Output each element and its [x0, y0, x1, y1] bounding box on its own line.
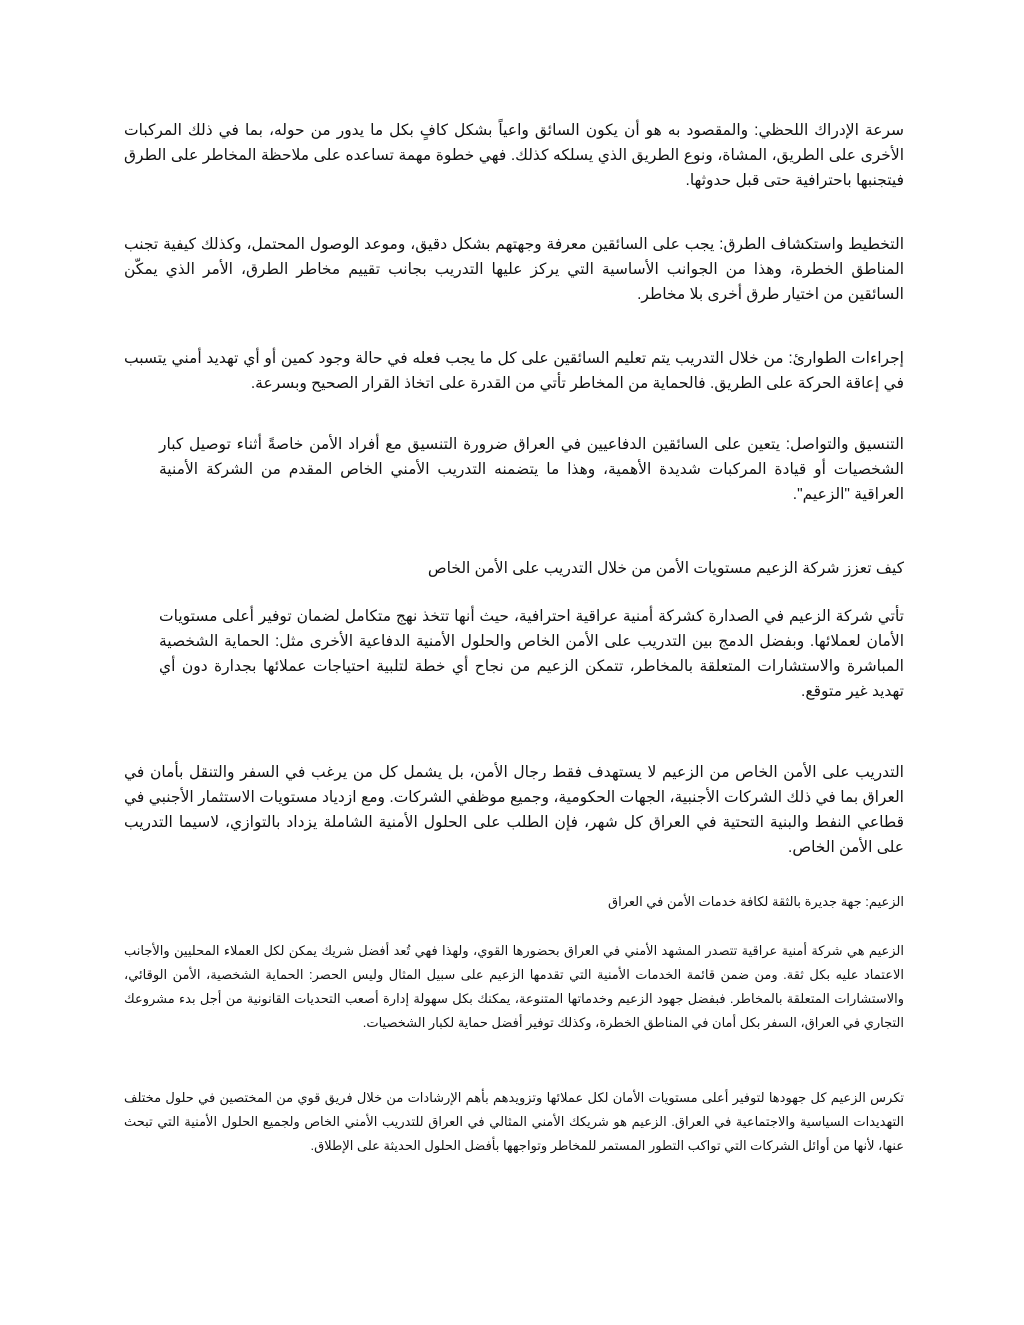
- section-heading-trusted: الزعيم: جهة جديرة بالثقة لكافة خدمات الأمن في العراق: [607, 894, 904, 909]
- paragraph-alzaeem-leadership: تأتي شركة الزعيم في الصدارة كشركة أمنية عراقية احترافية، حيث أنها تتخذ نهج متكامل لضمان توفير أعلى مستويات الأمان لعملائها. وبفضل الدمج بين التدريب على الأمن الخاص والحلول الأمنية الدفاعية الأخرى مثل: الحماية الشخصية المباشرة والاستشارات المتعلقة بالمخاطر، تتمكن الزعيم من نجاح أي خطة لتلبية احتياجات عملائها بجدارة دون أي تهديد غير متوقع.: [159, 608, 904, 700]
- paragraph-alzaeem-services: الزعيم هي شركة أمنية عراقية تتصدر المشهد الأمني في العراق بحضورها القوي، ولهذا فهي تُعد أفضل شريك يمكن لكل العملاء المحليين والأجانب الاعتماد عليه بكل ثقة. ومن ضمن قائمة الخدمات الأمنية التي تقدمها الزعيم على سبيل المثال وليس الحصر: الحماية الشخصية، الأمن الوقائي، والاستشارات المتعلقة بالمخاطر. فبفضل جهود الزعيم وخدماتها المتنوعة، يمكنك بكل سهولة إدارة أصعب التحديات القانونية من أجل بدء مشروعك التجاري في العراق، السفر بكل أمان في المناطق الخطرة، وكذلك توفير أفضل حماية لكبار الشخصيات.: [124, 943, 904, 1030]
- paragraph-training-audience: التدريب على الأمن الخاص من الزعيم لا يستهدف فقط رجال الأمن، بل يشمل كل من يرغب في السفر والتنقل بأمان في العراق بما في ذلك الشركات الأجنبية، الجهات الحكومية، وجميع موظفي الشركات. ومع ازدياد مستويات الاستثمار الأجنبي في قطاعي النفط والبنية التحتية في العراق كل شهر، فإن الطلب على الحلول الأمنية الشاملة يزداد بالتوازي، لاسيما التدريب على الأمن الخاص.: [124, 764, 904, 856]
- section-heading-training: كيف تعزز شركة الزعيم مستويات الأمن من خلال التدريب على الأمن الخاص: [427, 560, 904, 577]
- paragraph-situational-awareness: سرعة الإدراك اللحظي: والمقصود به هو أن يكون السائق واعياً بشكل كافٍ بكل ما يدور من حوله، بما في ذلك المركبات الأخرى على الطريق، المشاة، ونوع الطريق الذي يسلكه كذلك. فهي خطوة مهمة تساعده على ملاحظة المخاطر على الطرق فيتجنبها باحترافية حتى قبل حدوثها.: [124, 122, 904, 189]
- paragraph-coordination: التنسيق والتواصل: يتعين على السائقين الدفاعيين في العراق ضرورة التنسيق مع أفراد الأمن خاصةً أثناء توصيل كبار الشخصيات أو قيادة المركبات شديدة الأهمية، وهذا ما يتضمنه التدريب الأمني الخاص المقدم من الشركة الأمنية العراقية "الزعيم".: [159, 436, 904, 503]
- paragraph-emergency-procedures: إجراءات الطوارئ: من خلال التدريب يتم تعليم السائقين على كل ما يجب فعله في حالة وجود كمين أو أي تهديد أمني يتسبب في إعاقة الحركة على الطريق. فالحماية من المخاطر تأتي من القدرة على اتخاذ القرار الصحيح وبسرعة.: [124, 350, 904, 392]
- paragraph-alzaeem-commitment: تكرس الزعيم كل جهودها لتوفير أعلى مستويات الأمان لكل عملائها وتزويدهم بأهم الإرشادات من خلال فريق قوي من المختصين في حلول مختلف التهديدات السياسية والاجتماعية في العراق. الزعيم هو شريكك الأمني المثالي في العراق للتدريب الأمني الخاص ولجميع الحلول الأمنية التي تبحث عنها، لأنها من أوائل الشركات التي تواكب التطور المستمر للمخاطر وتواجهها بأفضل الحلول الحديثة على الإطلاق.: [124, 1090, 904, 1153]
- paragraph-route-planning: التخطيط واستكشاف الطرق: يجب على السائقين معرفة وجهتهم بشكل دقيق، وموعد الوصول المحتمل، وكذلك كيفية تجنب المناطق الخطرة، وهذا من الجوانب الأساسية التي يركز عليها التدريب بجانب تقييم مخاطر الطرق، الأمر الذي يمكّن السائقين من اختيار طرق أخرى بلا مخاطر.: [124, 236, 904, 303]
